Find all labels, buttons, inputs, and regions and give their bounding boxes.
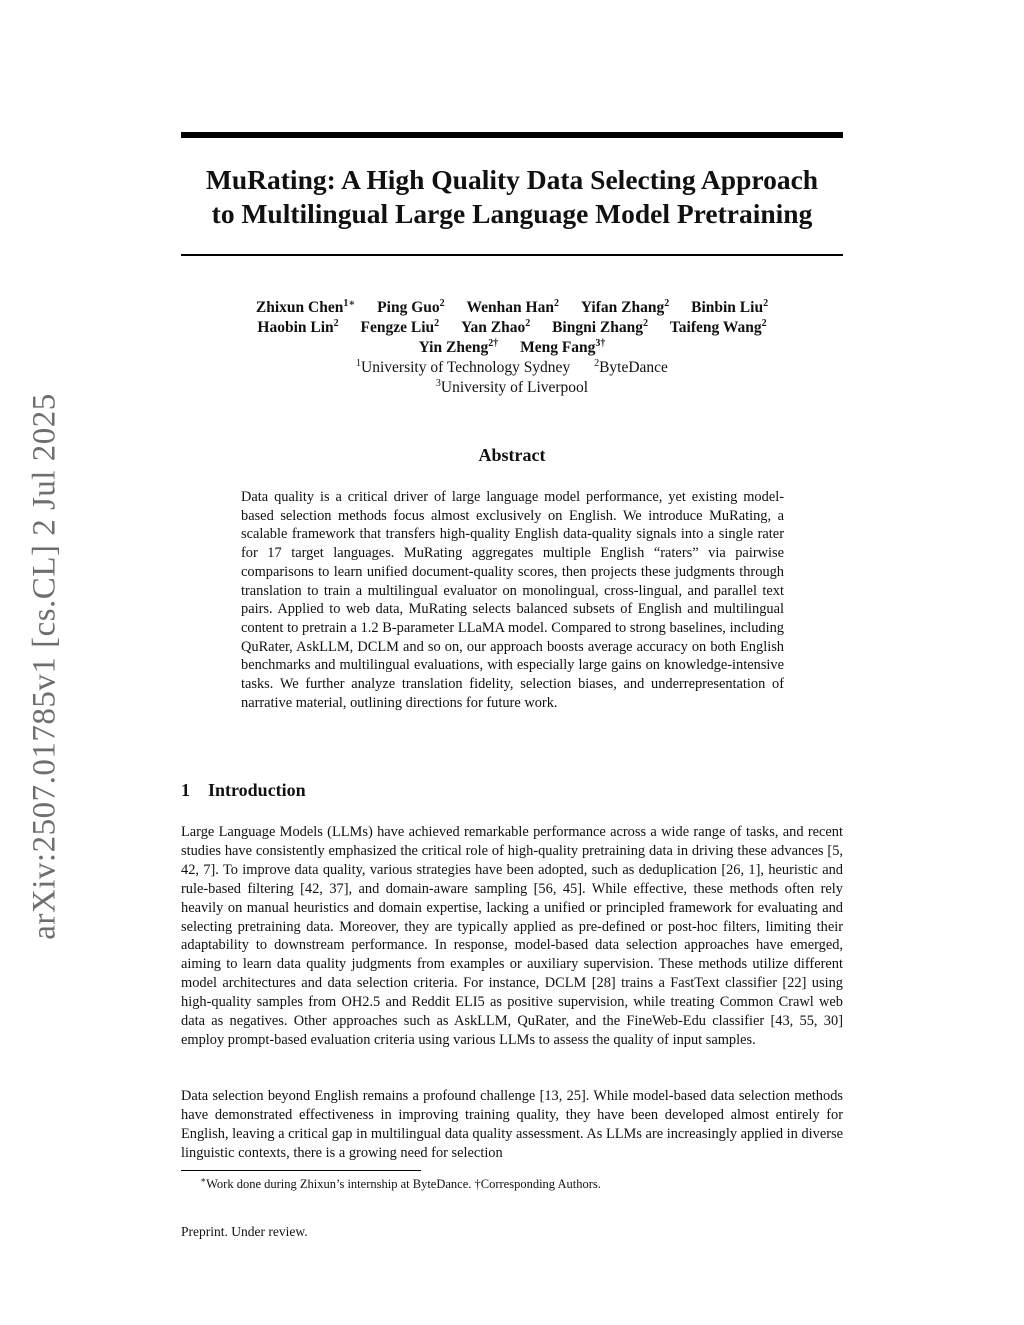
arxiv-id: arXiv:2507.01785v1 [cs.CL] 2 Jul 2025 bbox=[26, 392, 63, 940]
author: Wenhan Han$^2$ bbox=[466, 298, 559, 316]
section-number: 1 bbox=[181, 780, 190, 800]
paper-title bbox=[181, 163, 843, 231]
author: Binbin Liu$^2$ bbox=[691, 298, 769, 316]
author-row-3 bbox=[181, 338, 843, 358]
intro-paragraph-1: Large Language Models (LLMs) have achieved remarkable performance across a wide range of tasks, and recent studies have consistently emphasized the critical role of high-quality pretraining data in driving these advances [5, 42, 7]. To improve data quality, various strategies have been adopted, such as deduplication [26, 1], heuristic and rule-based filtering [42, 37], and domain-aware sampling [56, 45]. While effective, these methods often rely heavily on manual heuristics and domain expertise, lacking a unified or principled framework for evaluating and selecting pretraining data. Moreover, they are typically applied as pre-defined or post-hoc filters, limiting their adaptability to downstream performance. In response, model-based data selection approaches have emerged, aiming to learn data quality judgments from examples or auxiliary supervision. These methods utilize different model architectures and data selection criteria. For instance, DCLM [28] trains a FastText classifier [22] using high-quality samples from OH2.5 and Reddit ELI5 as positive supervision, while treating Common Crawl web data as negatives. Other approaches such as AskLLM, QuRater, and the FineWeb-Edu classifier [43, 55, 30] employ prompt-based evaluation criteria using various LLMs to assess the quality of input samples. bbox=[181, 824, 843, 1048]
author-row-1 bbox=[181, 298, 843, 318]
section-heading-introduction bbox=[181, 780, 306, 801]
title-line-1: MuRating: A High Quality Data Selecting Approach bbox=[205, 164, 819, 195]
affiliation: $^1$University of Technology Sydney bbox=[356, 358, 571, 376]
affiliation-row-1 bbox=[181, 358, 843, 378]
author: Bingni Zhang$^2$ bbox=[552, 318, 648, 336]
author: Haobin Lin$^2$ bbox=[257, 318, 339, 336]
title-top-rule bbox=[181, 132, 843, 138]
footnote-rule bbox=[181, 1170, 421, 1171]
footnote-text: Work done during Zhixun’s internship at ByteDance. †Corresponding Authors. bbox=[206, 1177, 601, 1191]
intro-paragraph-2: Data selection beyond English remains a profound challenge [13, 25]. While model-based data selection methods have demonstrated effectiveness in improving training quality, they have been developed almost entirely for English, leaving a critical gap in multilingual data quality assessment. As LLMs are increasingly applied in diverse linguistic contexts, there is a growing need for selection bbox=[181, 1088, 843, 1161]
footnote bbox=[200, 1176, 601, 1192]
abstract-text: Data quality is a critical driver of large language model performance, yet existing model-based selection methods focus almost exclusively on English. We introduce MuRating, a scalable framework that transfers high-quality English data-quality signals into a single rater for 17 target languages. MuRating aggregates multiple English “raters” via pairwise comparisons to learn unified document-quality scores, then projects these judgments through translation to train a multilingual evaluator on monolingual, cross-lingual, and parallel text pairs. Applied to web data, MuRating selects balanced subsets of English and multilingual content to pretrain a 1.2 B-parameter LLaMA model. Compared to strong baselines, including QuRater, AskLLM, DCLM and so on, our approach boosts average accuracy on both English benchmarks and multilingual evaluations, with especially large gains on knowledge-intensive tasks. We further analyze translation fidelity, selection biases, and underrepresentation of narrative material, outlining directions for future work. bbox=[241, 489, 784, 711]
author: Yan Zhao$^2$ bbox=[461, 318, 531, 336]
section-title: Introduction bbox=[208, 780, 306, 800]
affiliation: $^3$University of Liverpool bbox=[435, 378, 589, 396]
title-line-2: to Multilingual Large Language Model Pretraining bbox=[211, 198, 813, 229]
affiliation-row-2 bbox=[181, 378, 843, 398]
author: Fengze Liu$^2$ bbox=[360, 318, 440, 336]
author: Zhixun Chen$^{1∗}$ bbox=[255, 298, 356, 316]
author: Yifan Zhang$^2$ bbox=[580, 298, 670, 316]
author: Meng Fang$^{3\dagger}$ bbox=[520, 338, 606, 356]
arxiv-stamp bbox=[2, 386, 88, 946]
author: Ping Guo$^2$ bbox=[377, 298, 445, 316]
preprint-note: Preprint. Under review. bbox=[181, 1224, 308, 1239]
abstract-heading: Abstract bbox=[478, 445, 546, 465]
footnote-mark: ∗ bbox=[200, 1175, 207, 1185]
affiliation: $^2$ByteDance bbox=[594, 358, 668, 376]
author: Yin Zheng$^{2\dagger}$ bbox=[418, 338, 499, 356]
title-bottom-rule bbox=[181, 254, 843, 256]
author: Taifeng Wang$^2$ bbox=[669, 318, 767, 336]
author-row-2 bbox=[181, 318, 843, 338]
author-block bbox=[181, 298, 843, 398]
